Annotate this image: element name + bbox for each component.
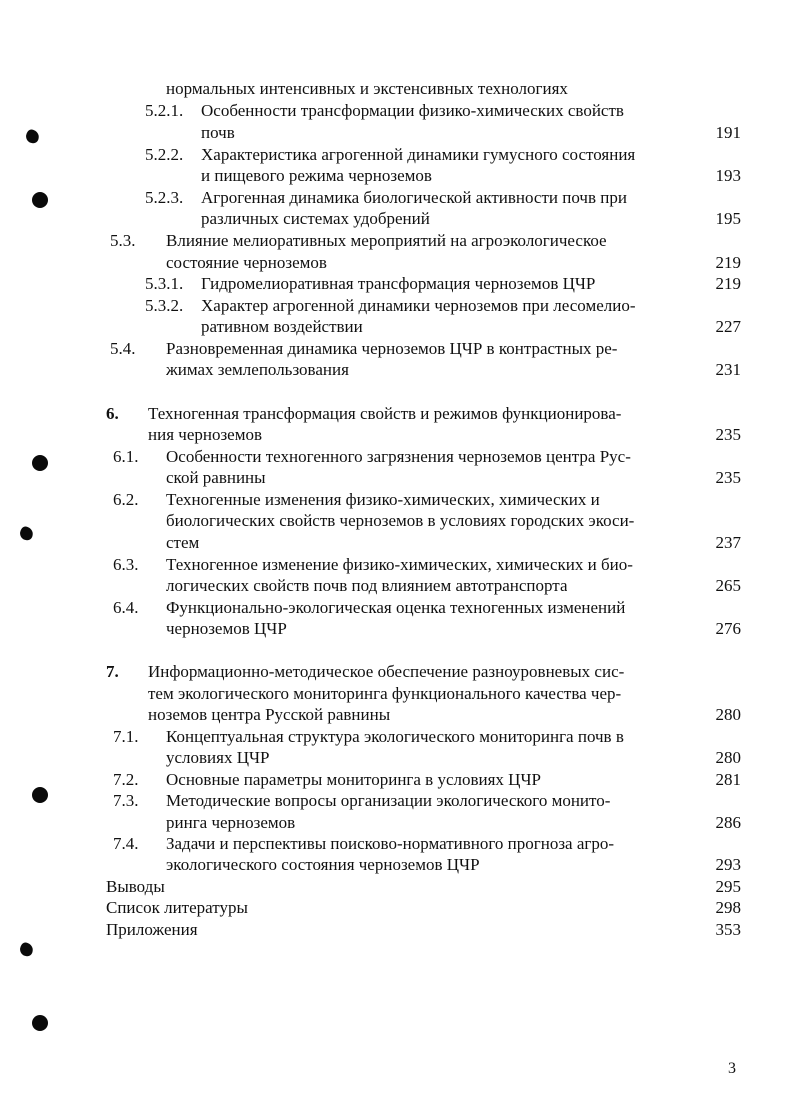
toc-line: и пищевого режима черноземов	[201, 166, 432, 185]
toc-page-number: 265	[715, 576, 741, 595]
toc-chapter-number: 6.	[106, 404, 119, 423]
toc-line: биологических свойств черноземов в условиях городских экоси-	[166, 511, 635, 530]
toc-page-number: 295	[715, 877, 741, 896]
toc-page-number: 286	[715, 813, 741, 832]
toc-line: различных системах удобрений	[201, 209, 430, 228]
toc-page-number: 219	[715, 274, 741, 293]
toc-number: 5.2.2.	[145, 145, 184, 164]
toc-line: Информационно-методическое обеспечение разноуровневых сис-	[148, 662, 625, 681]
toc-page-number: 293	[715, 855, 741, 874]
toc-line: Техногенное изменение физико-химических, химических и био-	[166, 555, 633, 574]
toc-number: 5.2.1.	[145, 101, 184, 120]
toc-number: 5.3.	[110, 231, 136, 250]
page-number: 3	[728, 1060, 736, 1077]
toc-line: Концептуальная структура экологического мониторинга почв в	[166, 727, 624, 746]
toc-line: условиях ЦЧР	[166, 748, 270, 767]
toc-page-number: 280	[715, 705, 741, 724]
toc-number: 7.1.	[113, 727, 139, 746]
toc-line: ской равнины	[166, 468, 266, 487]
toc-line: Особенности техногенного загрязнения черноземов центра Рус-	[166, 447, 631, 466]
toc-line: Разновременная динамика черноземов ЦЧР в контрастных ре-	[166, 339, 618, 358]
scan-blot	[18, 941, 35, 958]
toc-line: Выводы	[106, 877, 165, 896]
toc-line: нормальных интенсивных и экстенсивных технологиях	[166, 79, 568, 98]
toc-line: ноземов центра Русской равнины	[148, 705, 391, 724]
punch-hole	[32, 787, 48, 803]
toc-line: тем экологического мониторинга функционального качества чер-	[148, 684, 622, 703]
toc-line: ративном воздействии	[201, 317, 363, 336]
toc-page-number: 219	[715, 253, 741, 272]
scan-blot	[24, 128, 41, 145]
toc-line: Гидромелиоративная трансформация черноземов ЦЧР	[201, 274, 596, 293]
toc-line: Задачи и перспективы поисково-нормативного прогноза агро-	[166, 834, 615, 853]
toc-page-number: 191	[715, 123, 741, 142]
toc-page-number: 353	[715, 920, 741, 939]
toc-line: Агрогенная динамика биологической активности почв при	[201, 188, 627, 207]
toc-line: Основные параметры мониторинга в условиях ЦЧР	[166, 770, 541, 789]
scan-blot	[18, 525, 35, 542]
toc-number: 5.2.3.	[145, 188, 184, 207]
toc-line: Характеристика агрогенной динамики гумусного состояния	[201, 145, 636, 164]
toc-line: жимах землепользования	[166, 360, 349, 379]
punch-hole	[32, 455, 48, 471]
toc-number: 6.4.	[113, 598, 139, 617]
toc-line: Список литературы	[106, 898, 248, 917]
toc-number: 5.3.2.	[145, 296, 184, 315]
toc-line: Приложения	[106, 920, 198, 939]
toc-page-number: 235	[715, 468, 741, 487]
punch-hole	[32, 192, 48, 208]
toc-number: 6.1.	[113, 447, 139, 466]
toc-page-number: 237	[715, 533, 741, 552]
toc-line: стем	[166, 533, 200, 552]
toc-page-number: 280	[715, 748, 741, 767]
toc-number: 7.2.	[113, 770, 139, 789]
toc-chapter-number: 7.	[106, 662, 119, 681]
toc-number: 7.4.	[113, 834, 139, 853]
toc-page-number: 276	[715, 619, 741, 638]
toc-number: 5.4.	[110, 339, 136, 358]
toc-line: ния черноземов	[148, 425, 263, 444]
toc-line: логических свойств почв под влиянием автотранспорта	[166, 576, 568, 595]
toc-line: Функционально-экологическая оценка техногенных изменений	[166, 598, 626, 617]
toc-line: Техногенная трансформация свойств и режимов функционирова-	[148, 404, 622, 423]
toc-line: Влияние мелиоративных мероприятий на агроэкологическое	[166, 231, 607, 250]
toc-number: 5.3.1.	[145, 274, 184, 293]
toc-line: состояние черноземов	[166, 253, 327, 272]
toc-line: черноземов ЦЧР	[166, 619, 287, 638]
toc-number: 7.3.	[113, 791, 139, 810]
toc-page-number: 231	[715, 360, 741, 379]
toc-page-number: 195	[715, 209, 741, 228]
toc-number: 6.2.	[113, 490, 139, 509]
toc-line: ринга черноземов	[166, 813, 296, 832]
toc-line: Техногенные изменения физико-химических, химических и	[166, 490, 600, 509]
punch-hole	[32, 1015, 48, 1031]
toc-page-number: 227	[715, 317, 741, 336]
toc-number: 6.3.	[113, 555, 139, 574]
toc-line: Особенности трансформации физико-химических свойств	[201, 101, 624, 120]
toc-page-number: 281	[715, 770, 741, 789]
toc-line: Характер агрогенной динамики черноземов при лесомелио-	[201, 296, 636, 315]
toc-line: Методические вопросы организации экологического монито-	[166, 791, 611, 810]
toc-line: почв	[201, 123, 235, 142]
toc-page-number: 298	[715, 898, 741, 917]
toc-line: экологического состояния черноземов ЦЧР	[166, 855, 480, 874]
toc-page-number: 193	[715, 166, 741, 185]
toc-page-number: 235	[715, 425, 741, 444]
